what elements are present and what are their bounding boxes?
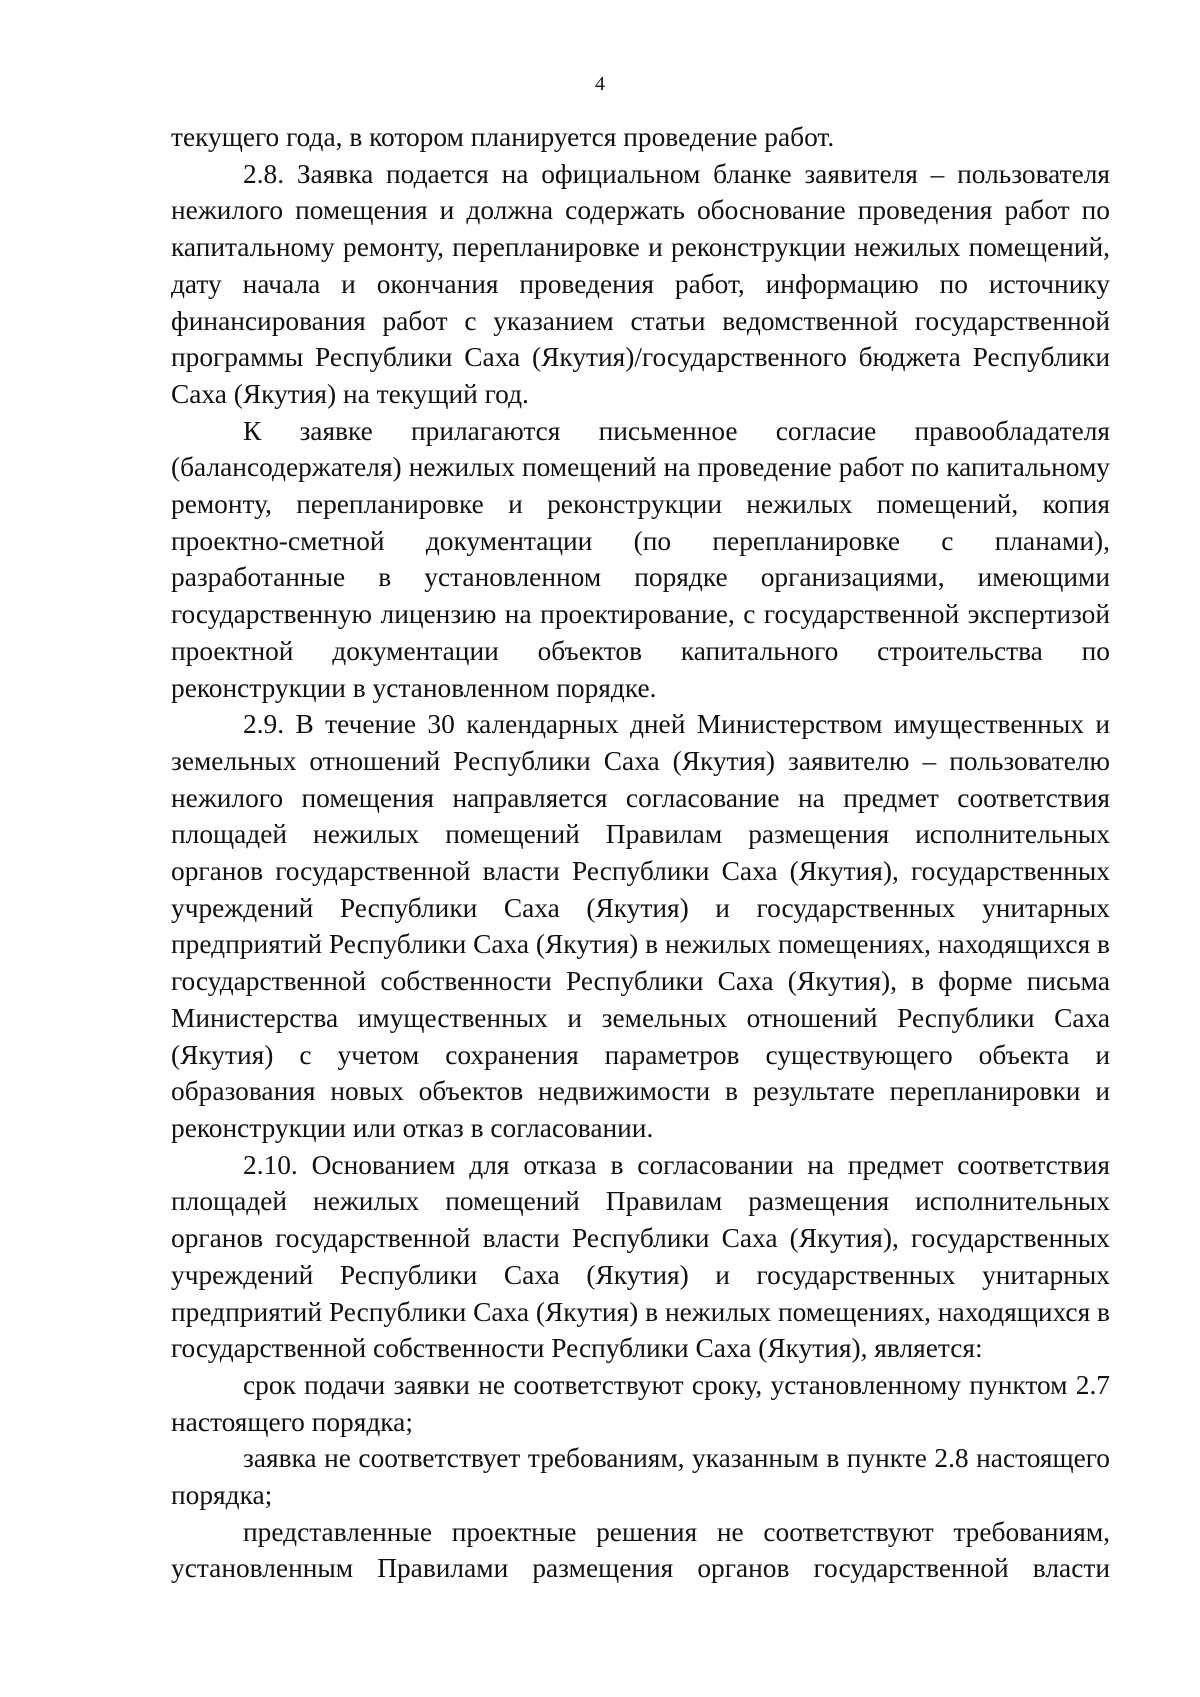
refusal-reason-deadline: срок подачи заявки не соответствуют сроку, установленному пунктом 2.7 настоящего порядка;	[171, 1369, 1110, 1437]
paragraph-2-9: 2.9. В течение 30 календарных дней Министерством имущественных и земельных отношений Республики Саха (Якутия) заявителю – пользователю нежилого помещения направляется согласование на предмет соответствия площадей нежилых помещений Правилам размещения исполнительных органов государственной власти Республики Саха (Якутия), государственных учреждений Республики Саха (Якутия) и государственных унитарных предприятий Республики Саха (Якутия) в нежилых помещениях, находящихся в государственной собственности Республики Саха (Якутия), в форме письма Министерства имущественных и земельных отношений Республики Саха (Якутия) с учетом сохранения параметров существующего объекта и образования новых объектов недвижимости в результате перепланировки и реконструкции или отказ в согласовании.	[171, 709, 1110, 1143]
paragraph-attachments: К заявке прилагаются письменное согласие правообладателя (балансодержателя) нежилых помещений на проведение работ по капитальному ремонту, перепланировке и реконструкции нежилых помещений, копия проектно-сметной документации (по перепланировке с планами), разработанные в установленном порядке организациями, имеющими государственную лицензию на проектирование, с государственной экспертизой проектной документации объектов капитального строительства по реконструкции в установленном порядке.	[171, 415, 1110, 703]
refusal-reason-design: представленные проектные решения не соответствуют требованиям, установленным Правилами размещения органов государственной власти	[171, 1516, 1110, 1584]
refusal-reason-requirements: заявка не соответствует требованиям, указанным в пункте 2.8 настоящего порядка;	[171, 1443, 1110, 1511]
paragraph-continuation: текущего года, в котором планируется проведение работ.	[171, 122, 835, 152]
page-number: 4	[595, 73, 605, 95]
document-body	[171, 119, 1110, 1587]
paragraph-2-8: 2.8. Заявка подается на официальном бланке заявителя – пользователя нежилого помещения и должна содержать обоснование проведения работ по капитальному ремонту, перепланировке и реконструкции нежилых помещений, дату начала и окончания проведения работ, информацию по источнику финансирования работ с указанием статьи ведомственной государственной программы Республики Саха (Якутия)/государственного бюджета Республики Саха (Якутия) на текущий год.	[171, 158, 1110, 409]
paragraph-2-10: 2.10. Основанием для отказа в согласовании на предмет соответствия площадей нежилых помещений Правилам размещения исполнительных органов государственной власти Республики Саха (Якутия), государственных учреждений Республики Саха (Якутия) и государственных унитарных предприятий Республики Саха (Якутия) в нежилых помещениях, находящихся в государственной собственности Республики Саха (Якутия), является:	[171, 1149, 1110, 1364]
